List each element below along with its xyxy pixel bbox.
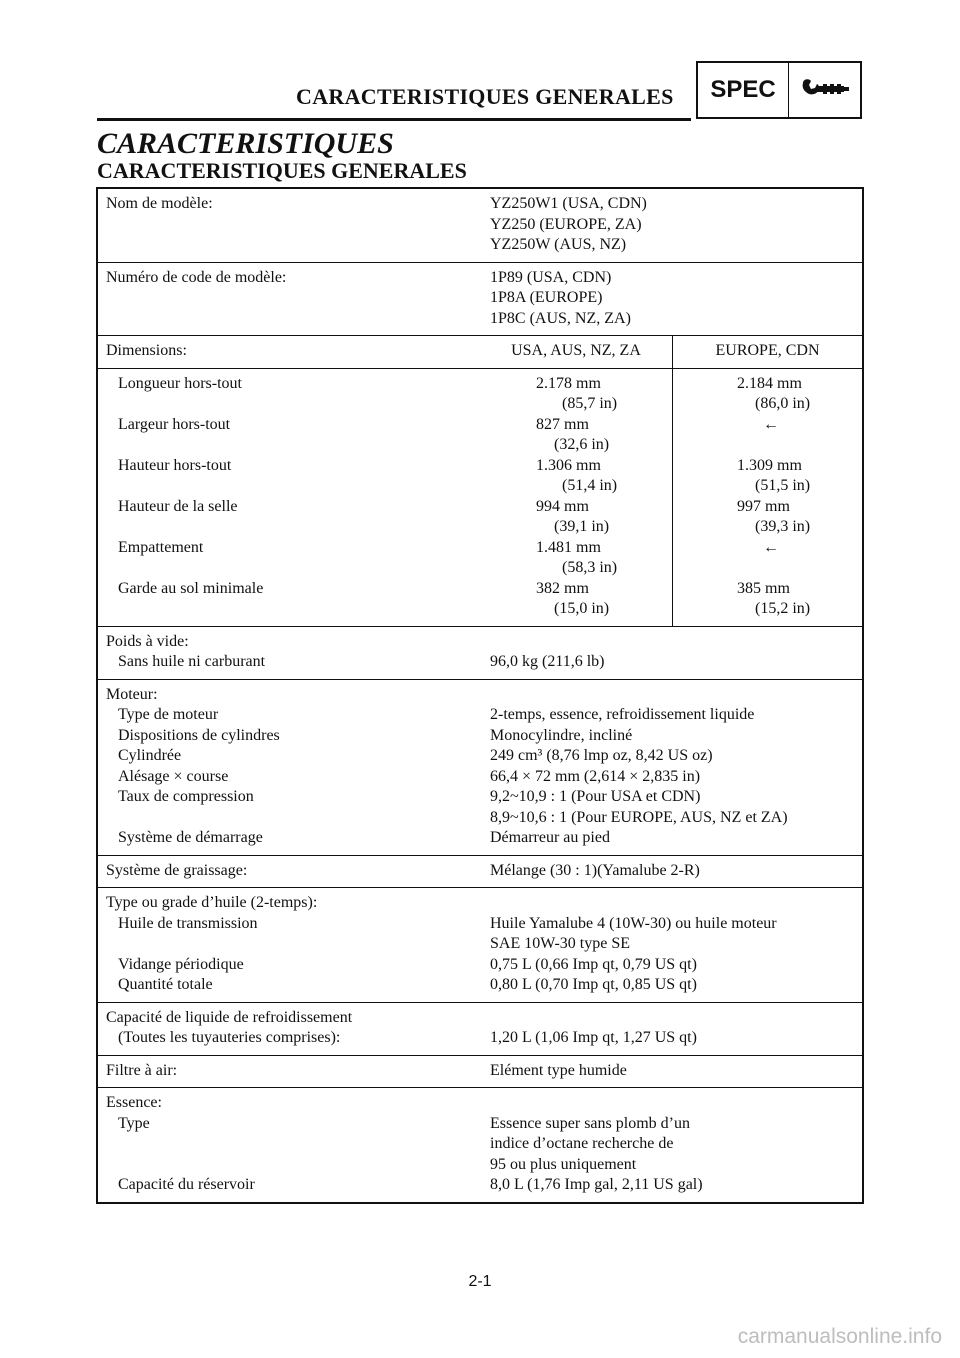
table-row-dimensions-header: [98, 335, 862, 368]
row-label: Essence:: [106, 1094, 162, 1111]
row-value: YZ250 (EUROPE, ZA): [490, 215, 642, 233]
row-label: Système de graissage:: [106, 861, 248, 879]
row-sublabel: Hauteur hors-tout: [118, 456, 232, 474]
same-as-left-arrow-icon: ←: [763, 538, 779, 556]
table-row-weight: [98, 626, 862, 679]
row-value: 9,2~10,9 : 1 (Pour USA et CDN): [490, 788, 701, 805]
row-sublabel: Type: [118, 1114, 150, 1132]
row-value: Essence super sans plomb d’un: [490, 1114, 690, 1132]
row-sublabel: Longueur hors-tout: [118, 374, 242, 392]
watermark: carmanualsonline.info: [737, 1325, 942, 1348]
row-label: Filtre à air:: [106, 1061, 178, 1079]
row-label: Nom de modèle:: [106, 195, 213, 212]
row-label: Capacité de liquide de refroidissement: [106, 1008, 353, 1026]
row-sublabel: Alésage × course: [118, 767, 229, 785]
row-value: 66,4 × 72 mm (2,614 × 2,835 in): [490, 767, 701, 785]
row-value: Monocylindre, incliné: [490, 726, 633, 744]
spec-badge: [696, 61, 862, 119]
dim-value: 385 mm: [737, 579, 790, 597]
table-row-oil: [98, 887, 862, 1002]
table-row-coolant: [98, 1002, 862, 1055]
dim-value: (58,3 in): [562, 559, 618, 576]
row-value: YZ250W1 (USA, CDN): [490, 195, 647, 212]
row-label: Type ou grade d’huile (2-temps):: [106, 894, 318, 911]
row-sublabel: Empattement: [118, 538, 204, 556]
spec-label: SPEC: [698, 63, 789, 117]
table-row-engine: [98, 679, 862, 855]
row-value: 1P8C (AUS, NZ, ZA): [490, 309, 631, 327]
same-as-left-arrow-icon: ←: [763, 415, 779, 433]
dim-value: (39,3 in): [755, 518, 811, 535]
row-sublabel: Type de moteur: [118, 706, 219, 723]
dimensions-col1-header: USA, AUS, NZ, ZA: [511, 342, 641, 359]
row-sublabel: Capacité du réservoir: [118, 1176, 255, 1193]
dim-value: (51,4 in): [562, 477, 618, 494]
dimensions-col2-header: EUROPE, CDN: [715, 342, 820, 359]
row-sublabel: Sans huile ni carburant: [118, 653, 266, 670]
row-sublabel: Dispositions de cylindres: [118, 726, 280, 744]
row-value: 95 ou plus uniquement: [490, 1155, 637, 1173]
row-label: Dimensions:: [106, 342, 187, 359]
row-value: 96,0 kg (211,6 lb): [490, 653, 605, 670]
row-value: 8,9~10,6 : 1 (Pour EUROPE, AUS, NZ et ZA): [490, 808, 788, 826]
row-sublabel: Largeur hors-tout: [118, 415, 231, 433]
row-value: 8,0 L (1,76 Imp gal, 2,11 US gal): [490, 1176, 703, 1193]
row-value: indice d’octane recherche de: [490, 1135, 674, 1152]
dim-value: 1.309 mm: [737, 456, 802, 474]
subsection-heading: CARACTERISTIQUES GENERALES: [97, 158, 467, 183]
dim-value: 1.306 mm: [536, 456, 601, 474]
row-value: YZ250W (AUS, NZ): [490, 236, 627, 253]
running-header-title: CARACTERISTIQUES GENERALES: [296, 84, 674, 109]
row-value: SAE 10W-30 type SE: [490, 935, 630, 952]
dim-value: 2.178 mm: [536, 374, 601, 392]
row-label: Numéro de code de modèle:: [106, 268, 287, 286]
row-value: 249 cm³ (8,76 lmp oz, 8,42 US oz): [490, 747, 713, 764]
table-row-model-code: [98, 262, 862, 336]
spec-table: [96, 187, 864, 1204]
dim-value: 827 mm: [536, 415, 589, 433]
dim-value: (39,1 in): [554, 518, 610, 535]
row-sublabel: Cylindrée: [118, 747, 182, 764]
row-value: 1P8A (EUROPE): [490, 289, 603, 306]
dim-value: (85,7 in): [562, 395, 618, 412]
table-row-fuel: [98, 1087, 862, 1202]
dim-value: (15,0 in): [554, 600, 610, 617]
row-value: Mélange (30 : 1)(Yamalube 2-R): [490, 861, 700, 879]
row-sublabel: Vidange périodique: [118, 955, 244, 973]
row-sublabel: Système de démarrage: [118, 829, 263, 846]
row-value: 2-temps, essence, refroidissement liquide: [490, 706, 755, 723]
table-row-lubrication: [98, 855, 862, 888]
row-sublabel: Taux de compression: [118, 788, 254, 805]
row-value: 1,20 L (1,06 Imp qt, 1,27 US qt): [490, 1029, 697, 1046]
page-number: 2-1: [468, 1273, 492, 1290]
row-sublabel: Quantité totale: [118, 976, 213, 993]
table-row-model-name: [98, 189, 862, 262]
dim-value: 382 mm: [536, 579, 589, 597]
row-value: 1P89 (USA, CDN): [490, 268, 612, 286]
row-value: Huile Yamalube 4 (10W-30) ou huile moteur: [490, 914, 777, 932]
dim-value: (15,2 in): [755, 600, 811, 617]
table-row-dimensions: [98, 368, 862, 626]
dim-value: 997 mm: [737, 497, 790, 515]
row-value: 0,75 L (0,66 Imp qt, 0,79 US qt): [490, 955, 697, 973]
dim-value: (32,6 in): [554, 436, 610, 453]
row-sublabel: Hauteur de la selle: [118, 497, 238, 515]
row-label: Moteur:: [106, 685, 158, 703]
wrench-icon: [789, 63, 860, 117]
dim-value: (86,0 in): [755, 395, 811, 412]
row-sublabel: (Toutes les tuyauteries comprises):: [118, 1029, 341, 1046]
row-value: Démarreur au pied: [490, 829, 610, 846]
row-value: 0,80 L (0,70 Imp qt, 0,85 US qt): [490, 976, 697, 993]
row-value: Elément type humide: [490, 1061, 627, 1079]
row-sublabel: Huile de transmission: [118, 914, 258, 932]
row-label: Poids à vide:: [106, 632, 189, 650]
table-row-air-filter: [98, 1055, 862, 1088]
dim-value: 1.481 mm: [536, 538, 601, 556]
dim-value: (51,5 in): [755, 477, 811, 494]
header-rule: [97, 118, 691, 121]
row-sublabel: Garde au sol minimale: [118, 579, 264, 597]
dim-value: 994 mm: [536, 497, 589, 515]
section-heading: CARACTERISTIQUES: [97, 127, 394, 160]
dim-value: 2.184 mm: [737, 374, 802, 392]
